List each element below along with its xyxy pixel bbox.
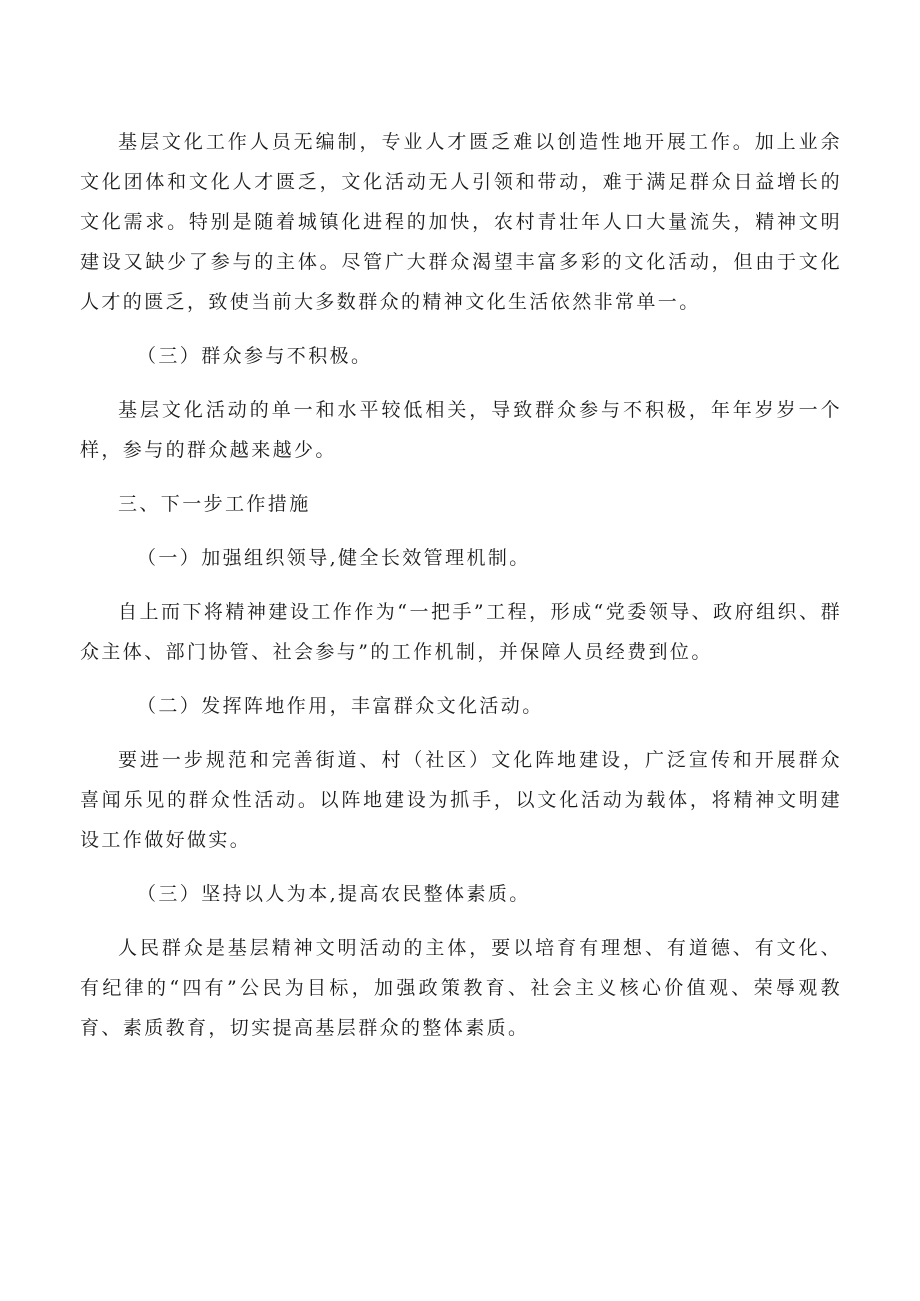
paragraph-people-oriented: 人民群众是基层精神文明活动的主体，要以培育有理想、有道德、有文化、有纪律的“四有”公民为目标，加强政策教育、社会主义核心价值观、荣辱观教育、素质教育，切实提高基层群众的整体素质。 [80, 937, 842, 1039]
subheading-positions: （二）发挥阵地作用，丰富群众文化活动。 [137, 695, 544, 717]
subheading-leadership: （一）加强组织领导,健全长效管理机制。 [137, 547, 531, 569]
paragraph-leadership: 自上而下将精神建设工作作为“一把手”工程，形成“党委领导、政府组织、群众主体、部门协管、社会参与”的工作机制，并保障人员经费到位。 [80, 601, 842, 663]
document-body [80, 122, 842, 1062]
paragraph-participation: 基层文化活动的单一和水平较低相关，导致群众参与不积极，年年岁岁一个样，参与的群众越来越少。 [80, 399, 842, 461]
subheading-people-oriented: （三）坚持以人为本,提高农民整体素质。 [137, 883, 531, 905]
section-heading-next-steps: 三、下一步工作措施 [118, 493, 311, 515]
subheading-participation: （三）群众参与不积极。 [137, 345, 373, 367]
paragraph-positions: 要进一步规范和完善街道、村（社区）文化阵地建设，广泛宣传和开展群众喜闻乐见的群众性活动。以阵地建设为抓手，以文化活动为载体，将精神文明建设工作做好做实。 [80, 749, 842, 851]
paragraph-talent-shortage: 基层文化工作人员无编制，专业人才匮乏难以创造性地开展工作。加上业余文化团体和文化人才匮乏，文化活动无人引领和带动，难于满足群众日益增长的文化需求。特别是随着城镇化进程的加快，农村青壮年人口大量流失，精神文明建设又缺少了参与的主体。尽管广大群众渴望丰富多彩的文化活动，但由于文化人才的匮乏，致使当前大多数群众的精神文化生活依然非常单一。 [80, 131, 842, 313]
